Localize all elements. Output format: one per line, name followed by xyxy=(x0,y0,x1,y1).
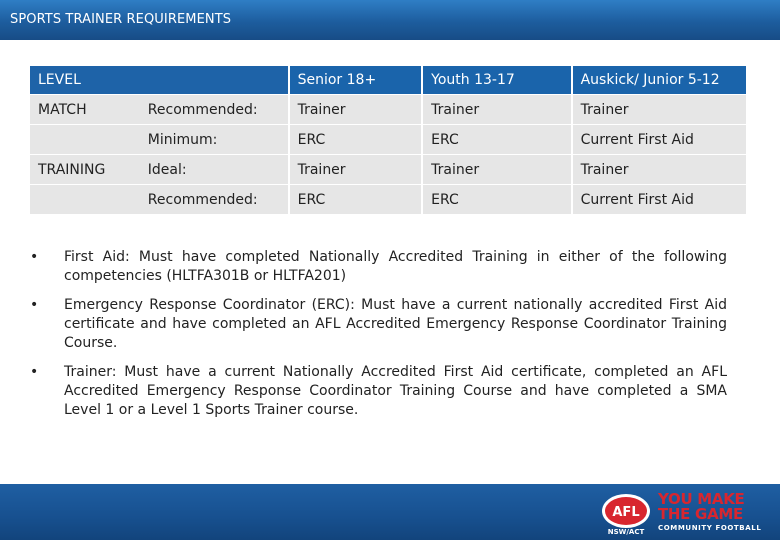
row-group: MATCH xyxy=(30,95,140,125)
table-row xyxy=(30,95,746,125)
definition-text: : Must have completed Nationally Accredited Training in either of the following competencies (HLTFA301B or HLTFA201) xyxy=(64,249,727,284)
page-title: SPORTS TRAINER REQUIREMENTS xyxy=(10,12,232,27)
table-row xyxy=(30,125,746,155)
row-value-junior: Trainer xyxy=(571,95,746,125)
definition-term: Trainer: xyxy=(64,364,117,380)
definition-term: Emergency Response Coordinator (ERC): xyxy=(64,297,355,313)
header-senior: Senior 18+ xyxy=(288,66,422,95)
definition-text: Must have a current Nationally Accredited First Aid certificate, completed an AFL Accredited Emergency Response Coordinator Training Course and have completed a SMA Level 1 or a Level 1 Sports Trainer course. xyxy=(64,364,727,418)
definition-erc xyxy=(30,296,727,353)
header-youth: Youth 13-17 xyxy=(421,66,570,95)
row-type: Recommended: xyxy=(140,185,288,215)
row-value-youth: Trainer xyxy=(421,95,570,125)
table-header-row xyxy=(30,66,746,95)
row-group xyxy=(30,125,140,155)
row-group: TRAINING xyxy=(30,155,140,185)
bullet-icon: • xyxy=(30,249,39,265)
row-value-senior: ERC xyxy=(288,125,422,155)
row-value-youth: Trainer xyxy=(421,155,570,185)
row-type: Ideal: xyxy=(140,155,288,185)
requirements-table xyxy=(30,66,746,215)
row-type: Minimum: xyxy=(140,125,288,155)
bullet-icon: • xyxy=(30,364,39,380)
definition-first-aid xyxy=(30,248,727,286)
slogan xyxy=(658,492,768,533)
table-row xyxy=(30,185,746,215)
definition-trainer xyxy=(30,363,727,420)
slogan-subtext: COMMUNITY FOOTBALL xyxy=(658,524,762,532)
afl-logo-text: AFL xyxy=(612,505,640,520)
row-type: Recommended: xyxy=(140,95,288,125)
header-junior: Auskick/ Junior 5-12 xyxy=(571,66,746,95)
row-value-senior: Trainer xyxy=(288,155,422,185)
afl-logo-icon xyxy=(600,492,652,536)
row-group xyxy=(30,185,140,215)
definition-text: Must have a current nationally accredited First Aid certificate and have completed an AFL Accredited Emergency Response Coordinator Training Course. xyxy=(64,297,727,351)
table-row xyxy=(30,155,746,185)
row-value-senior: Trainer xyxy=(288,95,422,125)
row-value-senior: ERC xyxy=(288,185,422,215)
row-value-junior: Trainer xyxy=(571,155,746,185)
row-value-youth: ERC xyxy=(421,185,570,215)
slogan-line-1: YOU MAKE xyxy=(658,490,745,508)
slogan-line-2: THE GAME xyxy=(658,505,743,523)
afl-logo-subtext: NSW/ACT xyxy=(607,528,645,536)
definition-term: First Aid xyxy=(64,249,126,265)
header-level: LEVEL xyxy=(30,66,288,95)
row-value-junior: Current First Aid xyxy=(571,185,746,215)
definitions-list xyxy=(30,248,727,430)
row-value-junior: Current First Aid xyxy=(571,125,746,155)
row-value-youth: ERC xyxy=(421,125,570,155)
bullet-icon: • xyxy=(30,297,39,313)
